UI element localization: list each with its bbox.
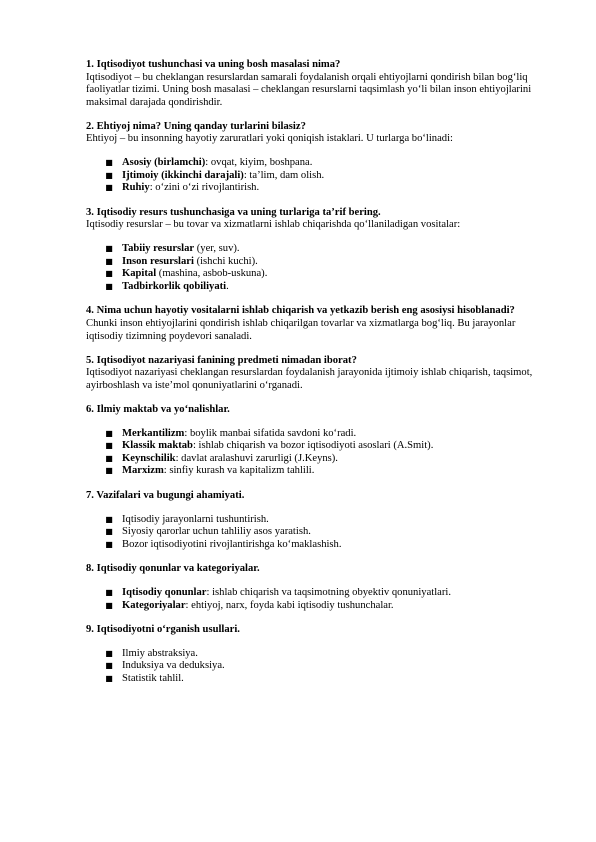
document-page bbox=[86, 59, 548, 697]
question-heading: 7. Vazifalari va bugungi ahamiyati. bbox=[86, 489, 245, 501]
bullet-icon: ■ bbox=[105, 648, 113, 658]
section-1 bbox=[86, 59, 548, 109]
bullet-icon: ■ bbox=[105, 269, 113, 279]
list-item: ■ Siyosiy qarorlar uchun tahliliy asos yaratish. bbox=[105, 526, 311, 538]
bullet-icon: ■ bbox=[105, 587, 113, 597]
bullet-icon: ■ bbox=[105, 673, 113, 683]
bullet-list bbox=[86, 243, 548, 293]
question-heading: 8. Iqtisodiy qonunlar va kategoriyalar. bbox=[86, 563, 260, 575]
list-item: ■ Klassik maktab: ishlab chiqarish va bozor iqtisodiyoti asoslari (A.Smit). bbox=[105, 440, 434, 452]
bullet-list bbox=[86, 648, 548, 686]
list-item: ■ Asosiy (birlamchi): ovqat, kiyim, boshpana. bbox=[105, 157, 313, 169]
list-item: ■ Merkantilizm: boylik manbai sifatida savdoni ko‘radi. bbox=[105, 427, 357, 439]
list-item: ■ Keynschilik: davlat aralashuvi zarurligi (J.Keyns). bbox=[105, 452, 338, 464]
question-heading: 2. Ehtiyoj nima? Uning qanday turlarini bilasiz? bbox=[86, 120, 306, 132]
section-2 bbox=[86, 121, 548, 195]
bullet-icon: ■ bbox=[105, 527, 113, 537]
question-heading: 9. Iqtisodiyotni o‘rganish usullari. bbox=[86, 624, 240, 636]
section-7 bbox=[86, 490, 548, 551]
section-3 bbox=[86, 207, 548, 294]
section-5 bbox=[86, 355, 548, 393]
list-item: ■ Bozor iqtisodiyotini rivojlantirishga ko‘maklashish. bbox=[105, 538, 342, 550]
answer-text: Iqtisodiyot – bu cheklangan resurslardan samarali foydalanish orqali ehtiyojlarni qondirish bilan bog‘liq faoliyatlar tizimi. Uning bosh masalasi – cheklangan resurslarni taqsimlash yo‘li bilan inson ehtiyojlarini maksimal darajada qondirishdir. bbox=[86, 71, 532, 108]
list-item: ■ Kategoriyalar: ehtiyoj, narx, foyda kabi iqtisodiy tushunchalar. bbox=[105, 599, 394, 611]
question-heading: 3. Iqtisodiy resurs tushunchasiga va uning turlariga ta’rif bering. bbox=[86, 206, 381, 218]
bullet-icon: ■ bbox=[105, 466, 113, 476]
list-item: ■ Inson resurslari (ishchi kuchi). bbox=[105, 255, 258, 267]
bullet-icon: ■ bbox=[105, 281, 113, 291]
list-item: ■ Marxizm: sinfiy kurash va kapitalizm tahlili. bbox=[105, 465, 315, 477]
list-item: ■ Ruhiy: o‘zini o‘zi rivojlantirish. bbox=[105, 182, 260, 194]
section-9 bbox=[86, 624, 548, 685]
list-item: ■ Ilmiy abstraksiya. bbox=[105, 647, 198, 659]
bullet-icon: ■ bbox=[105, 453, 113, 463]
section-8 bbox=[86, 563, 548, 612]
answer-text: Chunki inson ehtiyojlarini qondirish ishlab chiqarilgan tovarlar va xizmatlarga bog‘liq. Bu jarayonlar iqtisodiy tizimning poydevori sanaladi. bbox=[86, 318, 516, 342]
bullet-list bbox=[86, 428, 548, 478]
answer-text: Ehtiyoj – bu insonning hayotiy zaruratlari yoki qoniqish istaklari. U turlarga bo‘linadi: bbox=[86, 133, 453, 145]
list-item: ■ Kapital (mashina, asbob-uskuna). bbox=[105, 268, 268, 280]
question-heading: 4. Nima uchun hayotiy vositalarni ishlab chiqarish va yetkazib berish eng asosiysi hisoblanadi? bbox=[86, 305, 515, 317]
section-6 bbox=[86, 404, 548, 478]
list-item: ■ Iqtisodiy qonunlar: ishlab chiqarish va taqsimotning obyektiv qonuniyatlari. bbox=[105, 586, 451, 598]
bullet-list bbox=[86, 587, 548, 612]
answer-text: Iqtisodiy resurslar – bu tovar va xizmatlarni ishlab chiqarishda qo‘llaniladigan vositalar: bbox=[86, 219, 461, 231]
answer-text: Iqtisodiyot nazariyasi cheklangan resurslardan foydalanish jarayonida ijtimoiy ishlab chiqarish, taqsimot, ayirboshlash va iste’mol qonuniyatlarini o‘rganadi. bbox=[86, 367, 533, 391]
list-item: ■ Statistik tahlil. bbox=[105, 672, 184, 684]
bullet-icon: ■ bbox=[105, 600, 113, 610]
list-item: ■ Tabiiy resurslar (yer, suv). bbox=[105, 243, 240, 255]
bullet-icon: ■ bbox=[105, 256, 113, 266]
bullet-list bbox=[86, 157, 548, 195]
bullet-icon: ■ bbox=[105, 661, 113, 671]
bullet-icon: ■ bbox=[105, 441, 113, 451]
question-heading: 6. Ilmiy maktab va yo‘nalishlar. bbox=[86, 403, 230, 415]
list-item: ■ Iqtisodiy jarayonlarni tushuntirish. bbox=[105, 513, 269, 525]
bullet-icon: ■ bbox=[105, 539, 113, 549]
question-heading: 1. Iqtisodiyot tushunchasi va uning bosh masalasi nima? bbox=[86, 59, 341, 70]
bullet-icon: ■ bbox=[105, 183, 113, 193]
question-heading: 5. Iqtisodiyot nazariyasi fanining predmeti nimadan iborat? bbox=[86, 354, 357, 366]
bullet-icon: ■ bbox=[105, 158, 113, 168]
list-item: ■ Tadbirkorlik qobiliyati. bbox=[105, 280, 229, 292]
list-item: ■ Ijtimoiy (ikkinchi darajali): ta’lim, dam olish. bbox=[105, 169, 325, 181]
section-4 bbox=[86, 305, 548, 343]
bullet-icon: ■ bbox=[105, 514, 113, 524]
list-item: ■ Induksiya va deduksiya. bbox=[105, 660, 225, 672]
bullet-icon: ■ bbox=[105, 428, 113, 438]
bullet-icon: ■ bbox=[105, 244, 113, 254]
bullet-list bbox=[86, 514, 548, 552]
bullet-icon: ■ bbox=[105, 170, 113, 180]
